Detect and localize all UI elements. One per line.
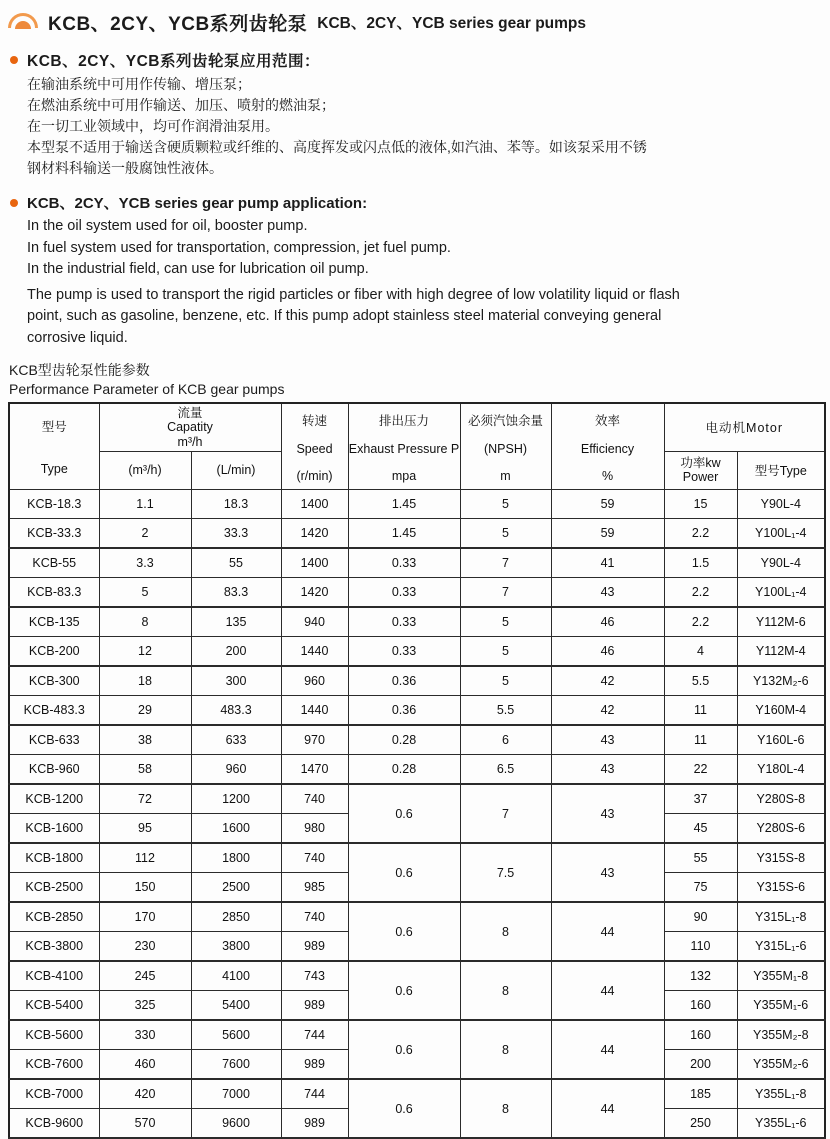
cell-capacity-lmin: 7000 [191, 1079, 281, 1109]
cell-speed: 1440 [281, 696, 348, 726]
cell-type: KCB-5600 [9, 1020, 99, 1050]
cell-type: KCB-3800 [9, 932, 99, 962]
cell-speed: 1420 [281, 578, 348, 608]
cell-type: KCB-633 [9, 725, 99, 755]
performance-table [8, 402, 826, 1139]
cell-power: 11 [664, 696, 737, 726]
cell-capacity-lmin: 33.3 [191, 519, 281, 549]
cell-efficiency: 44 [551, 961, 664, 1020]
cell-capacity-lmin: 300 [191, 666, 281, 696]
table-row [9, 1079, 825, 1109]
col-header-npsh-zh: 必须汽蚀余量 [468, 413, 544, 428]
performance-table-body [9, 490, 825, 1139]
cell-efficiency: 43 [551, 578, 664, 608]
cell-type: KCB-2500 [9, 873, 99, 903]
cell-npsh: 8 [460, 961, 551, 1020]
cell-power: 2.2 [664, 519, 737, 549]
cell-capacity-m3h: 58 [99, 755, 191, 785]
cell-efficiency: 42 [551, 666, 664, 696]
cell-type: KCB-135 [9, 607, 99, 637]
cell-type: KCB-5400 [9, 991, 99, 1021]
col-header-capacity-unit: m³/h [177, 434, 203, 449]
col-header-m3h: (m³/h) [99, 451, 191, 489]
cell-speed: 989 [281, 991, 348, 1021]
cell-efficiency: 43 [551, 784, 664, 843]
cell-capacity-lmin: 18.3 [191, 490, 281, 519]
cell-npsh: 5 [460, 637, 551, 667]
text-line: 本型泵不适用于输送含硬质颗粒或纤维的、高度挥发或闪点低的液体,如汽油、苯等。如该泵采用不锈 [27, 139, 647, 155]
cell-capacity-lmin: 9600 [191, 1109, 281, 1139]
cell-motor-type: Y112M-4 [737, 637, 825, 667]
cell-capacity-lmin: 83.3 [191, 578, 281, 608]
cell-motor-type: Y355M₂-8 [737, 1020, 825, 1050]
text-line: 在输油系统中可用作传输、增压泵； [27, 76, 251, 92]
cell-type: KCB-300 [9, 666, 99, 696]
cell-power: 185 [664, 1079, 737, 1109]
cell-speed: 940 [281, 607, 348, 637]
cell-capacity-m3h: 325 [99, 991, 191, 1021]
cell-power: 75 [664, 873, 737, 903]
cell-efficiency: 59 [551, 519, 664, 549]
cell-speed: 989 [281, 932, 348, 962]
cell-efficiency: 46 [551, 607, 664, 637]
cell-capacity-m3h: 18 [99, 666, 191, 696]
cell-motor-type: Y280S-8 [737, 784, 825, 814]
cell-motor-type: Y280S-6 [737, 814, 825, 844]
col-header-power-zh: 功率kw [680, 455, 721, 470]
table-caption-zh: KCB型齿轮泵性能参数 [9, 362, 150, 378]
cell-capacity-lmin: 960 [191, 755, 281, 785]
cell-speed: 740 [281, 902, 348, 932]
cell-efficiency: 43 [551, 843, 664, 902]
cell-capacity-m3h: 95 [99, 814, 191, 844]
cell-pressure: 0.33 [348, 607, 460, 637]
cell-capacity-lmin: 633 [191, 725, 281, 755]
cell-pressure: 0.33 [348, 548, 460, 578]
cell-capacity-m3h: 170 [99, 902, 191, 932]
col-header-capacity-en: Capatity [167, 420, 213, 435]
cell-capacity-m3h: 150 [99, 873, 191, 903]
table-row [9, 666, 825, 696]
cell-type: KCB-1600 [9, 814, 99, 844]
cell-pressure: 0.6 [348, 1020, 460, 1079]
cell-pressure: 0.6 [348, 843, 460, 902]
cell-capacity-m3h: 29 [99, 696, 191, 726]
cell-motor-type: Y160M-4 [737, 696, 825, 726]
cell-pressure: 1.45 [348, 490, 460, 519]
cell-motor-type: Y355M₂-6 [737, 1050, 825, 1080]
col-header-motor [664, 403, 825, 451]
cell-power: 5.5 [664, 666, 737, 696]
col-header-speed-zh: 转速 [302, 413, 328, 428]
table-caption-en: Performance Parameter of KCB gear pumps [9, 380, 285, 397]
cell-capacity-lmin: 135 [191, 607, 281, 637]
cell-motor-type: Y180L-4 [737, 755, 825, 785]
col-header-pressure-unit: mpa [391, 468, 417, 483]
cell-speed: 740 [281, 843, 348, 873]
cell-speed: 985 [281, 873, 348, 903]
col-header-pressure-en: Exhaust Pressure P [348, 441, 460, 456]
application-heading-en-row [10, 192, 824, 213]
cell-capacity-lmin: 1200 [191, 784, 281, 814]
cell-pressure: 1.45 [348, 519, 460, 549]
cell-npsh: 5.5 [460, 696, 551, 726]
cell-pressure: 0.6 [348, 1079, 460, 1138]
cell-pressure: 0.36 [348, 666, 460, 696]
cell-speed: 980 [281, 814, 348, 844]
cell-power: 15 [664, 490, 737, 519]
bullet-icon [10, 56, 18, 64]
cell-motor-type: Y100L₁-4 [737, 519, 825, 549]
cell-type: KCB-1800 [9, 843, 99, 873]
col-header-motor-label: 电动机Motor [705, 421, 783, 436]
cell-npsh: 5 [460, 519, 551, 549]
cell-motor-type: Y355M₁-6 [737, 991, 825, 1021]
cell-efficiency: 42 [551, 696, 664, 726]
cell-capacity-m3h: 2 [99, 519, 191, 549]
col-header-capacity [99, 403, 281, 451]
col-header-speed-en: Speed [296, 441, 333, 456]
cell-motor-type: Y355L₁-6 [737, 1109, 825, 1139]
cell-npsh: 5 [460, 490, 551, 519]
cell-power: 2.2 [664, 578, 737, 608]
cell-capacity-m3h: 3.3 [99, 548, 191, 578]
cell-speed: 1400 [281, 490, 348, 519]
bullet-icon [10, 199, 18, 207]
cell-power: 160 [664, 991, 737, 1021]
cell-type: KCB-55 [9, 548, 99, 578]
table-row [9, 519, 825, 549]
cell-capacity-lmin: 5600 [191, 1020, 281, 1050]
col-header-efficiency-unit: % [601, 468, 614, 483]
cell-capacity-m3h: 38 [99, 725, 191, 755]
col-header-efficiency-en: Efficiency [580, 441, 635, 456]
cell-capacity-lmin: 5400 [191, 991, 281, 1021]
col-header-efficiency [551, 403, 664, 490]
col-header-type-en: Type [40, 461, 68, 476]
cell-power: 1.5 [664, 548, 737, 578]
table-row [9, 548, 825, 578]
cell-motor-type: Y160L-6 [737, 725, 825, 755]
cell-motor-type: Y355M₁-8 [737, 961, 825, 991]
cell-capacity-lmin: 1600 [191, 814, 281, 844]
cell-motor-type: Y355L₁-8 [737, 1079, 825, 1109]
cell-power: 110 [664, 932, 737, 962]
cell-npsh: 6 [460, 725, 551, 755]
cell-motor-type: Y315L₁-8 [737, 902, 825, 932]
cell-power: 11 [664, 725, 737, 755]
cell-efficiency: 44 [551, 1079, 664, 1138]
cell-capacity-lmin: 2850 [191, 902, 281, 932]
cell-capacity-m3h: 12 [99, 637, 191, 667]
cell-capacity-m3h: 330 [99, 1020, 191, 1050]
text-line: 在燃油系统中可用作输送、加压、喷射的燃油泵； [27, 97, 335, 113]
cell-npsh: 6.5 [460, 755, 551, 785]
cell-motor-type: Y100L₁-4 [737, 578, 825, 608]
table-row [9, 784, 825, 814]
col-header-npsh-en: (NPSH) [483, 441, 528, 456]
cell-pressure: 0.28 [348, 755, 460, 785]
cell-power: 4 [664, 637, 737, 667]
cell-capacity-lmin: 1800 [191, 843, 281, 873]
cell-type: KCB-7600 [9, 1050, 99, 1080]
cell-capacity-m3h: 570 [99, 1109, 191, 1139]
text-line: point, such as gasoline, benzene, etc. If this pump adopt stainless steel material conveying general [27, 308, 662, 324]
cell-npsh: 8 [460, 1079, 551, 1138]
text-line: 钢材料科输送一般腐蚀性液体。 [27, 160, 223, 176]
cell-efficiency: 59 [551, 490, 664, 519]
page-title-en: KCB、2CY、YCB series gear pumps [317, 15, 586, 32]
cell-power: 160 [664, 1020, 737, 1050]
application-heading-en: KCB、2CY、YCB series gear pump application: [27, 195, 368, 212]
cell-efficiency: 41 [551, 548, 664, 578]
cell-type: KCB-2850 [9, 902, 99, 932]
cell-type: KCB-83.3 [9, 578, 99, 608]
cell-power: 90 [664, 902, 737, 932]
cell-type: KCB-33.3 [9, 519, 99, 549]
table-row [9, 902, 825, 932]
cell-motor-type: Y315L₁-6 [737, 932, 825, 962]
cell-motor-type: Y132M₂-6 [737, 666, 825, 696]
cell-efficiency: 44 [551, 902, 664, 961]
col-header-speed-unit: (r/min) [296, 468, 333, 483]
cell-power: 45 [664, 814, 737, 844]
cell-efficiency: 46 [551, 637, 664, 667]
cell-speed: 970 [281, 725, 348, 755]
application-paragraph-en [27, 285, 824, 350]
cell-capacity-lmin: 7600 [191, 1050, 281, 1080]
cell-speed: 743 [281, 961, 348, 991]
cell-pressure: 0.6 [348, 784, 460, 843]
cell-power: 37 [664, 784, 737, 814]
cell-npsh: 7 [460, 784, 551, 843]
cell-pressure: 0.33 [348, 578, 460, 608]
text-line: In the oil system used for oil, booster pump. [27, 218, 308, 234]
cell-pressure: 0.6 [348, 902, 460, 961]
cell-capacity-m3h: 8 [99, 607, 191, 637]
cell-capacity-lmin: 200 [191, 637, 281, 667]
table-row [9, 843, 825, 873]
table-row [9, 490, 825, 519]
cell-pressure: 0.36 [348, 696, 460, 726]
table-row [9, 725, 825, 755]
application-text-en [27, 216, 824, 281]
cell-capacity-m3h: 460 [99, 1050, 191, 1080]
cell-type: KCB-483.3 [9, 696, 99, 726]
cell-motor-type: Y112M-6 [737, 607, 825, 637]
table-row [9, 755, 825, 785]
cell-speed: 744 [281, 1079, 348, 1109]
cell-speed: 1470 [281, 755, 348, 785]
cell-speed: 744 [281, 1020, 348, 1050]
cell-speed: 960 [281, 666, 348, 696]
col-header-motor-type: 型号Type [737, 451, 825, 489]
cell-pressure: 0.28 [348, 725, 460, 755]
cell-efficiency: 43 [551, 725, 664, 755]
cell-motor-type: Y315S-6 [737, 873, 825, 903]
brand-arc-icon [8, 13, 38, 31]
cell-power: 22 [664, 755, 737, 785]
table-row [9, 1020, 825, 1050]
cell-capacity-m3h: 112 [99, 843, 191, 873]
cell-capacity-lmin: 483.3 [191, 696, 281, 726]
table-row [9, 607, 825, 637]
table-captions [9, 361, 824, 398]
cell-efficiency: 43 [551, 755, 664, 785]
col-header-npsh [460, 403, 551, 490]
table-row [9, 578, 825, 608]
cell-power: 132 [664, 961, 737, 991]
text-line: 在一切工业领域中，均可作润滑油泵用。 [27, 118, 279, 134]
cell-speed: 1440 [281, 637, 348, 667]
cell-speed: 1400 [281, 548, 348, 578]
cell-capacity-lmin: 3800 [191, 932, 281, 962]
col-header-power-en: Power [682, 470, 719, 485]
cell-power: 55 [664, 843, 737, 873]
cell-type: KCB-7000 [9, 1079, 99, 1109]
cell-npsh: 7.5 [460, 843, 551, 902]
cell-type: KCB-200 [9, 637, 99, 667]
cell-power: 250 [664, 1109, 737, 1139]
col-header-capacity-zh: 流量 [177, 405, 203, 420]
cell-efficiency: 44 [551, 1020, 664, 1079]
cell-type: KCB-9600 [9, 1109, 99, 1139]
col-header-speed [281, 403, 348, 490]
cell-capacity-lmin: 55 [191, 548, 281, 578]
cell-motor-type: Y90L-4 [737, 490, 825, 519]
col-header-lmin: (L/min) [191, 451, 281, 489]
cell-capacity-m3h: 1.1 [99, 490, 191, 519]
col-header-efficiency-zh: 效率 [595, 413, 621, 428]
cell-capacity-m3h: 5 [99, 578, 191, 608]
cell-speed: 1420 [281, 519, 348, 549]
col-header-npsh-unit: m [500, 468, 511, 483]
cell-capacity-lmin: 2500 [191, 873, 281, 903]
cell-speed: 989 [281, 1050, 348, 1080]
text-line: corrosive liquid. [27, 329, 128, 346]
cell-motor-type: Y90L-4 [737, 548, 825, 578]
cell-type: KCB-4100 [9, 961, 99, 991]
col-header-type-zh: 型号 [41, 420, 67, 435]
cell-npsh: 7 [460, 548, 551, 578]
cell-capacity-lmin: 4100 [191, 961, 281, 991]
cell-npsh: 5 [460, 666, 551, 696]
page-title [8, 8, 824, 36]
cell-capacity-m3h: 72 [99, 784, 191, 814]
page-title-zh: KCB、2CY、YCB系列齿轮泵 [48, 13, 308, 35]
cell-npsh: 5 [460, 607, 551, 637]
cell-npsh: 7 [460, 578, 551, 608]
col-header-pressure-zh: 排出压力 [379, 413, 430, 428]
cell-pressure: 0.6 [348, 961, 460, 1020]
cell-speed: 740 [281, 784, 348, 814]
col-header-pressure [348, 403, 460, 490]
cell-npsh: 8 [460, 902, 551, 961]
cell-type: KCB-1200 [9, 784, 99, 814]
col-header-power [664, 451, 737, 489]
cell-type: KCB-960 [9, 755, 99, 785]
application-heading-zh: KCB、2CY、YCB系列齿轮泵应用范围： [27, 53, 320, 70]
table-row [9, 696, 825, 726]
cell-power: 2.2 [664, 607, 737, 637]
cell-pressure: 0.33 [348, 637, 460, 667]
cell-type: KCB-18.3 [9, 490, 99, 519]
cell-capacity-m3h: 420 [99, 1079, 191, 1109]
text-line: The pump is used to transport the rigid particles or fiber with high degree of low volatility liquid or flash [27, 286, 680, 303]
cell-npsh: 8 [460, 1020, 551, 1079]
application-text-zh [27, 74, 824, 179]
cell-capacity-m3h: 245 [99, 961, 191, 991]
col-header-type [9, 403, 99, 490]
application-heading-zh-row [10, 49, 824, 71]
text-line: In the industrial field, can use for lubrication oil pump. [27, 261, 369, 277]
table-row [9, 637, 825, 667]
cell-speed: 989 [281, 1109, 348, 1139]
cell-motor-type: Y315S-8 [737, 843, 825, 873]
table-row [9, 961, 825, 991]
text-line: In fuel system used for transportation, compression, jet fuel pump. [27, 239, 451, 256]
cell-capacity-m3h: 230 [99, 932, 191, 962]
cell-power: 200 [664, 1050, 737, 1080]
